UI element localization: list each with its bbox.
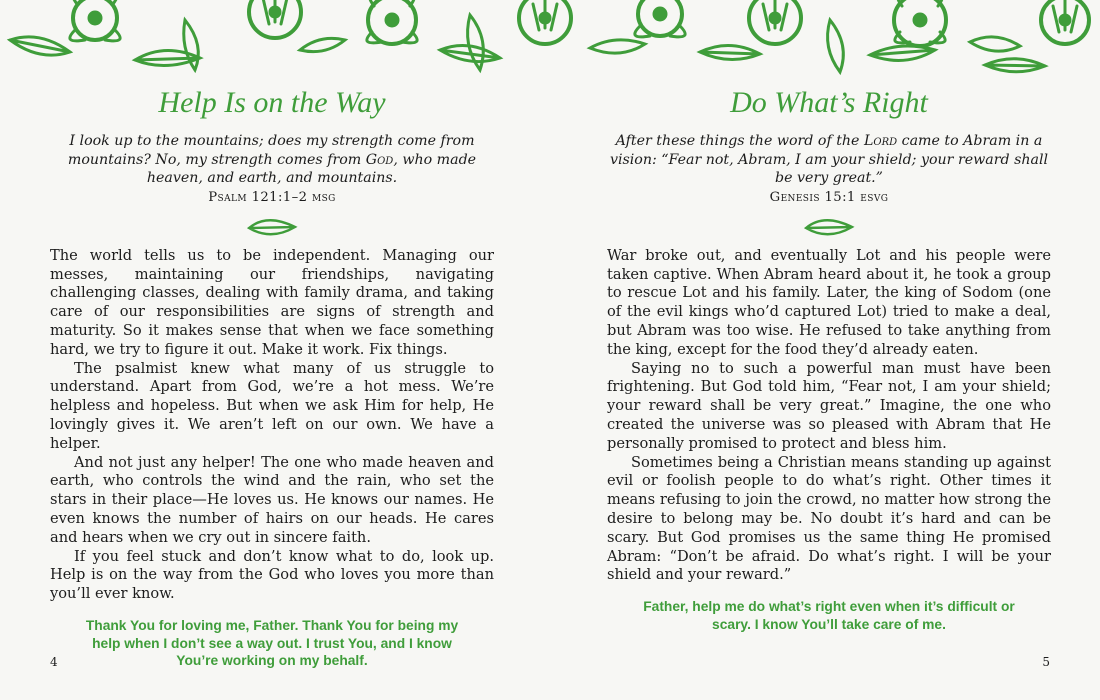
scripture-verse bbox=[607, 132, 1051, 188]
verse-smallcaps: God bbox=[365, 151, 394, 168]
verse-text: After these things the word of the bbox=[615, 133, 864, 149]
prayer-text: Thank You for loving me, Father. Thank You for being my help when I don’t see a way out. I trust You, and I know You’re working on my behalf. bbox=[85, 617, 459, 669]
page-title: Help Is on the Way bbox=[158, 86, 386, 119]
verse-text: , who made heaven, and earth, and mountains. bbox=[146, 151, 477, 187]
page-title: Do What’s Right bbox=[730, 86, 928, 119]
right-page bbox=[607, 82, 1051, 633]
body-paragraph: War broke out, and eventually Lot and his people were taken captive. When Abram heard about it, he took a group to rescue Lot and his family. Later, the king of Sodom (one of the evil kings who’d captured Lot) tried to make a deal, but Abram was too wise. He refused to take anything from the king, except for the food they’d already eaten. bbox=[607, 246, 1051, 358]
devotional-body bbox=[50, 247, 494, 604]
verse-text: came to Abram in a vision: “Fear not, Abram, I am your shield; your reward shall be very great.” bbox=[609, 133, 1049, 187]
leaf-divider-icon bbox=[245, 215, 299, 241]
prayer-text: Father, help me do what’s right even when it’s difficult or scary. I know You’ll take care of me. bbox=[643, 599, 1015, 632]
page-number: 5 bbox=[1042, 655, 1050, 669]
devotional-body bbox=[607, 247, 1051, 585]
body-paragraph: And not just any helper! The one who made heaven and earth, who controls the wind and the rain, who set the stars in their place—He loves us. He knows our names. He even knows the number of hairs on our heads. He cares and hears when we cry out in sincere faith. bbox=[50, 453, 494, 546]
verse-text: I look up to the mountains; does my strength come from mountains? No, my strength comes from bbox=[67, 133, 475, 168]
page-number: 4 bbox=[50, 655, 58, 669]
body-paragraph: The world tells us to be independent. Managing our messes, maintaining our friendships, navigating challenging classes, dealing with family drama, and taking care of our responsibilities are signs of strength and maturity. So it makes sense that when we face something hard, we try to figure it out. Make it work. Fix things. bbox=[50, 246, 494, 358]
scripture-verse bbox=[50, 132, 494, 188]
scripture-reference: Genesis 15:1 esvg bbox=[769, 189, 889, 205]
verse-smallcaps: Lord bbox=[863, 133, 898, 149]
body-paragraph: If you feel stuck and don’t know what to do, look up. Help is on the way from the God who loves you more than you’ll ever know. bbox=[50, 547, 494, 603]
body-paragraph: Saying no to such a powerful man must have been frightening. But God told him, “Fear not, I am your shield; your reward shall be very great.” Imagine, the one who created the universe was so pleased with Abram that He personally promised to protect and bless him. bbox=[607, 359, 1051, 452]
leaf-divider-icon bbox=[802, 215, 856, 241]
left-page bbox=[50, 82, 494, 670]
floral-border-icon bbox=[0, 0, 1100, 82]
scripture-reference: Psalm 121:1–2 msg bbox=[208, 189, 336, 205]
body-paragraph: Sometimes being a Christian means standing up against evil or foolish people to do what’s right. Other times it means refusing to join the crowd, no matter how strong the desire to belong may be. No doubt it’s hard and can be scary. But God promises us the same thing He promised Abram: “Don’t be afraid. Do what’s right. I will be your shield and your reward.” bbox=[607, 453, 1051, 584]
body-paragraph: The psalmist knew what many of us struggle to understand. Apart from God, we’re a hot mess. We’re helpless and hopeless. But when we ask Him for help, He lovingly gives it. We aren’t left on our own. We have a helper. bbox=[50, 359, 494, 452]
